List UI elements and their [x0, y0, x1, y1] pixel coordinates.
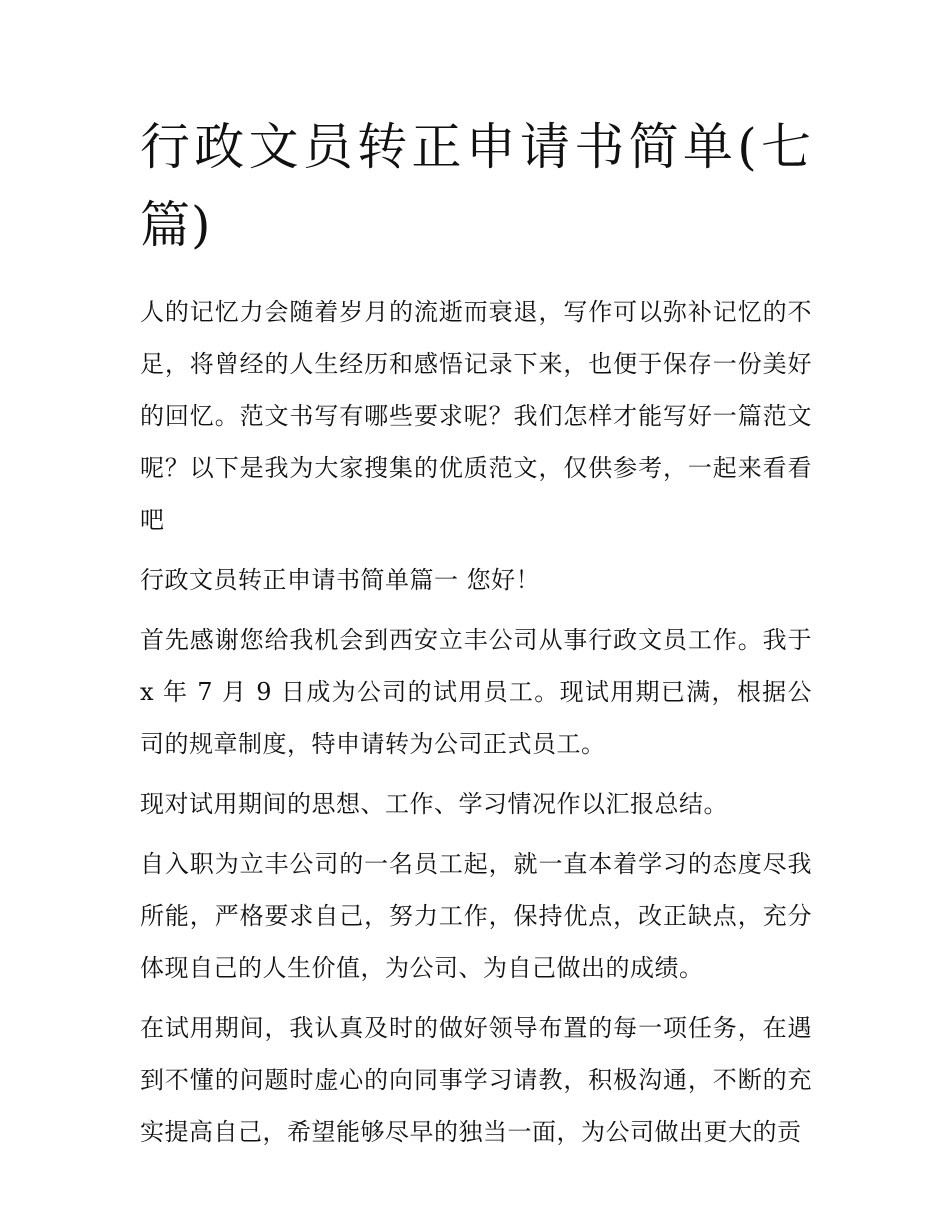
- body-paragraph: 现对试用期间的思想、工作、学习情况作以汇报总结。: [140, 790, 728, 818]
- intro-paragraph: 人的记忆力会随着岁月的流逝而衰退，写作可以弥补记忆的不足，将曾经的人生经历和感悟记录下来，也便于保存一份美好的回忆。范文书写有哪些要求呢？我们怎样才能写好一篇范文呢？以下是我为大家搜集的优质范文，仅供参考，一起来看看吧: [140, 298, 812, 534]
- body-paragraph: 首先感谢您给我机会到西安立丰公司从事行政文员工作。我于 x 年 7 月 9 日成为公司的试用员工。现试用期已满，根据公司的规章制度，特申请转为公司正式员工。: [140, 626, 812, 758]
- section-heading-paragraph: 行政文员转正申请书简单篇一 您好！: [140, 566, 541, 594]
- body-paragraph: 自入职为立丰公司的一名员工起，就一直本着学习的态度尽我所能，严格要求自己，努力工作，保持优点，改正缺点，充分体现自己的人生价值，为公司、为自己做出的成绩。: [140, 850, 812, 982]
- document-body: [140, 108, 812, 1166]
- document-title: 行政文员转正申请书简单(七篇): [140, 118, 812, 254]
- body-paragraph: 在试用期间，我认真及时的做好领导布置的每一项任务，在遇到不懂的问题时虚心的向同事学习请教，积极沟通，不断的充实提高自己，希望能够尽早的独当一面，为公司做出更大的贡: [140, 1014, 812, 1146]
